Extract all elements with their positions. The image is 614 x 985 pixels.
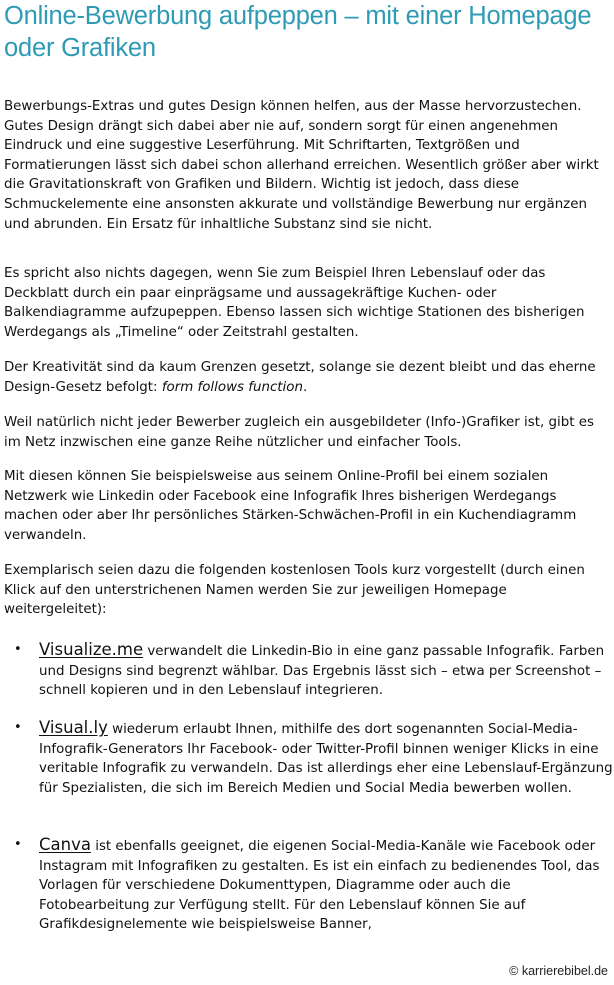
paragraph-examples: Exemplarisch seien dazu die folgenden kostenlosen Tools kurz vorgestellt (durch einen Klick auf den unterstrichenen Namen werden Sie zur jeweiligen Homepage weitergeleitet): <box>4 563 585 618</box>
paragraph-diagrams: Es spricht also nichts dagegen, wenn Sie zum Beispiel Ihren Lebenslauf oder das Deckblatt durch ein paar einprägsame und aussagekräftige Kuchen- oder Balkendiagramme aufzupeppen. Ebenso lassen sich wichtige Stationen des bisherigen Werdegangs als „Timeline“ oder Zeitstrahl gestalten. <box>4 266 585 340</box>
bullet-marker: • <box>14 720 22 735</box>
visualize-me-link[interactable]: Visualize.me <box>39 640 144 659</box>
bullet-marker: • <box>14 837 22 852</box>
copyright-footer: © karrierebibel.de <box>509 964 608 978</box>
list-item-text: verwandelt die Linkedin-Bio in eine ganz passable Infografik. Farben und Designs sind begrenzt wählbar. Das Ergebnis lässt sich – etwa per Screenshot – schnell kopieren und in den Lebenslauf integrieren. <box>39 644 605 699</box>
paragraph-tools-intro: Weil natürlich nicht jeder Bewerber zugleich ein ausgebildeter (Info-)Grafiker ist, gibt es im Netz inzwischen eine ganze Reihe nützlicher und einfacher Tools. <box>4 415 594 450</box>
list-item-text: ist ebenfalls geeignet, die eigenen Social-Media-Kanäle wie Facebook oder Instagram mit Infografiken zu gestalten. Es ist ein einfach zu bedienendes Tool, das Vorlagen für verschiedene Dokumenttypen, Diagramme oder auch die Fotobearbeitung zur Verfügung stellt. Für den Lebenslauf können Sie auf Grafikdesignelemente wie beispielsweise Banner, <box>39 839 600 933</box>
list-item-text: wiederum erlaubt Ihnen, mithilfe des dort sogenannten Social-Media-Infografik-Generators Ihr Facebook- oder Twitter-Profil binnen weniger Klicks in eine veritable Infografik zu verwandeln. Das ist allerdings eher eine Lebenslauf-Ergänzung für Spezialisten, die sich im Bereich Medien und Social Media bewerben wollen. <box>39 722 613 796</box>
list-item-visualize <box>39 640 613 701</box>
bullet-marker: • <box>14 642 22 657</box>
paragraph-intro: Bewerbungs-Extras und gutes Design können helfen, aus der Masse hervorzustechen. Gutes Design drängt sich dabei aber nie auf, sondern sorgt für einen angenehmen Eindruck und eine suggestive Leserführung. Mit Schriftarten, Textgrößen und Formatierungen lässt sich dabei schon allerhand erreichen. Wesentlich größer aber wirkt die Gravitationskraft von Grafiken und Bildern. Wichtig ist jedoch, dass diese Schmuckelemente eine ansonsten akkurate und vollständige Bewerbung nur ergänzen und abrunden. Ein Ersatz für inhaltliche Substanz sind sie nicht. <box>4 99 599 232</box>
paragraph-profile: Mit diesen können Sie beispielsweise aus seinem Online-Profil bei einem sozialen Netzwerk wie Linkedin oder Facebook eine Infografik Ihres bisherigen Werdegangs machen oder aber Ihr persönliches Stärken-Schwächen-Profil in ein Kuchendiagramm verwandeln. <box>4 469 577 543</box>
paragraph-creativity-emphasis: form follows function <box>161 379 303 395</box>
list-item-canva <box>39 835 613 935</box>
paragraph-creativity-text: Der Kreativität sind da kaum Grenzen gesetzt, solange sie dezent bleibt und das eherne Design-Gesetz befolgt: <box>4 360 596 395</box>
page-title: Online-Bewerbung aufpeppen – mit einer Homepage oder Grafiken <box>4 2 592 62</box>
visual-ly-link[interactable]: Visual.ly <box>39 718 108 737</box>
paragraph-creativity-end: . <box>302 379 308 395</box>
canva-link[interactable]: Canva <box>39 835 91 854</box>
paragraph-creativity <box>4 358 612 397</box>
list-item-visually <box>39 718 613 798</box>
